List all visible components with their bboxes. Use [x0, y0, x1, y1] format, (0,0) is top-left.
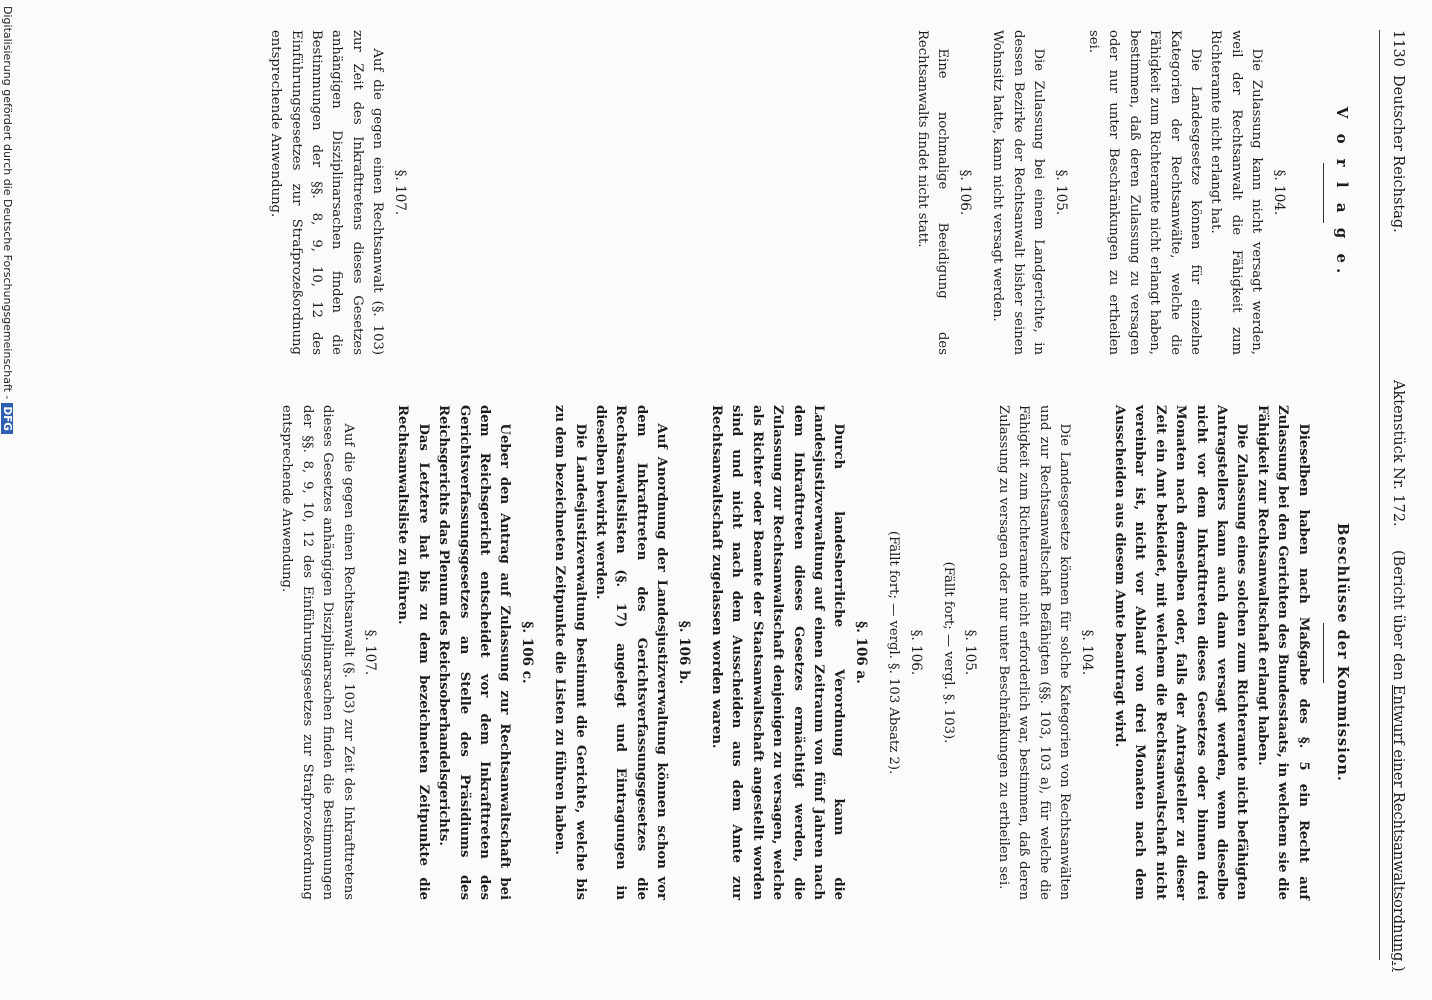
column-kommission [276, 405, 1362, 900]
page-header [1374, 30, 1414, 980]
header-publication: Deutscher Reichstag. [1390, 75, 1406, 233]
paragraph: Auf die gegen einen Rechtsanwalt (§. 103) zur Zeit des Inkrafttretens dieses Gesetzes anhängigen Disziplinarsachen finden die Bestimmungen der §§. 8, 9, 10, 12 des Einführungsgesetzes zur Strafprozeßordnung entsprechende Anwendung. [268, 30, 386, 355]
paragraph: Die Zulassung kann nicht versagt werden, weil der Rechtsanwalt die Fähigkeit zum Richteramte nicht erlangt hat. [1208, 30, 1265, 355]
header-rule [1379, 30, 1380, 960]
header-document-number: Aktenstück Nr. 172. [1390, 380, 1406, 527]
rotated-page [1, 0, 1432, 1000]
paragraph: Die Zulassung eines solchen zum Richteramte nicht befähigten Antragstellers kann auch dann versagt werden, wenn dieselbe nicht vor dem Inkrafttreten dieses Gesetzes oder binnen drei Monaten nach demselben oder, falls der Antragsteller zu dieser Zeit ein Amt bekleidet, mit welchem die Rechtsanwaltschaft nicht vereinbar ist, nicht vor Ablauf von drei Monaten nach dem Ausscheiden aus diesem Amte beantragt wird. [1111, 405, 1250, 900]
digitization-credit-text: Digitalisierung gefördert durch die Deutsche Forschungsgemeinschaft - [1, 6, 14, 400]
section-heading: §. 104. [1270, 169, 1287, 216]
column-vorlage [265, 30, 1362, 355]
dfg-logo: DFG [1, 403, 13, 434]
paragraph: Auf Anordnung der Landesjustizverwaltung können schon vor dem Inkrafttreten des Gerichtsverfassungsgesetzes die Rechtsanwaltslisten (§. 17) angelegt und Eintragungen in dieselben bewirkt werden. [593, 405, 670, 900]
paragraph: (Fällt fort; — vergl. §. 103). [941, 561, 957, 744]
header-report-prefix: (Bericht über den [1390, 550, 1406, 685]
divider [1323, 623, 1324, 683]
paragraph: Durch landesherrliche Verordnung kann die Landesjustizverwaltung auf einen Zeitraum von fünf Jahren nach dem Inkrafttreten dieses Gesetzes ermächtigt werden, die Zulassung zur Rechtsanwaltschaft denjenigen zu versagen, welche als Richter oder Beamte der Staatsanwaltschaft angestellt worden sind und nicht nach dem Ausscheiden aus dem Amte zur Rechtsanwaltschaft zugelassen worden waren. [709, 405, 847, 900]
paragraph: (Fällt fort; — vergl. §. 103 Absatz 2). [886, 530, 902, 775]
section-heading: §. 106. [956, 169, 973, 216]
header-report-underlined: Entwurf einer Rechtsanwaltsordnung.) [1390, 684, 1406, 972]
paragraph: Dieselben haben nach Maßgabe des §. 5 ein Recht auf Zulassung bei den Gerichten des Bundesstaats, in welchem sie die Fähigkeit zur Rechtsanwaltschaft erlangt haben. [1254, 405, 1311, 900]
section-heading: §. 105. [1052, 169, 1069, 216]
paragraph: Die Landesjustizverwaltung bestimmt die Gerichte, welche bis zu dem bezeichneten Zeitpunkte die Listen zu führen haben. [552, 405, 588, 900]
column-title-kommission: Beschlüsse der Kommission. [1334, 523, 1351, 782]
paragraph: Die Landesgesetze können für solche Kategorien von Rechtsanwälten und zur Rechtsanwaltschaft Befähigten (§§. 103, 103 a), für welche die Fähigkeit zum Richteramte nicht erforderlich war, bestimmen, daß deren Zulassung zu versagen oder nur unter Beschränkungen zu ertheilen sei. [995, 405, 1073, 900]
paragraph: Die Zulassung bei einem Landgerichte, in dessen Bezirke der Rechtsanwalt bisher seinen Wohnsitz hatte, kann nicht versagt werden. [990, 30, 1047, 355]
paragraph: Das Letztere hat bis zu dem bezeichneten Zeitpunkte die Rechtsanwaltsliste zu führen. [395, 405, 431, 900]
section-heading: §. 107. [361, 629, 378, 676]
page-number: 1130 [1390, 30, 1406, 67]
section-heading: §. 106 a. [852, 621, 869, 684]
section-heading: §. 105. [962, 629, 979, 676]
paragraph: Die Landesgesetze können für einzelne Kategorien der Rechtsanwälte, welche die Fähigkeit zum Richteramte nicht erlangt haben, bestimmen, daß deren Zulassung zu versagen oder nur unter Beschränkungen zu ertheilen sei. [1085, 30, 1203, 355]
divider [1323, 163, 1324, 223]
section-heading: §. 106. [907, 629, 924, 676]
digitization-credit [1, 6, 14, 434]
paragraph: Auf die gegen einen Rechtsanwalt (§. 103) zur Zeit des Inkrafttretens dieses Gesetzes anhängigen Disziplinarsachen finden die Bestimmungen der §§. 8, 9, 10, 12 des Einführungsgesetzes zur Strafprozeßordnung entsprechende Anwendung. [279, 405, 356, 900]
section-heading: §. 104. [1078, 629, 1095, 676]
section-heading: §. 106 c. [518, 621, 535, 684]
section-heading: §. 106 b. [675, 620, 692, 685]
section-heading: §. 107. [391, 169, 408, 216]
header-report-title [1390, 550, 1406, 970]
paragraph: Ueber den Antrag auf Zulassung zur Rechtsanwaltschaft bei dem Reichsgericht entscheidet vor dem Inkrafttreten des Gerichtsverfassungsgesetzes an Stelle des Präsidiums des Reichsgerichts das Plenum des Reichsoberhandelsgerichts. [436, 405, 513, 900]
paragraph: Eine nochmalige Beeidigung des Rechtsanwalts findet nicht statt. [915, 30, 951, 355]
column-title-vorlage: V o r l a g e. [1333, 106, 1351, 279]
